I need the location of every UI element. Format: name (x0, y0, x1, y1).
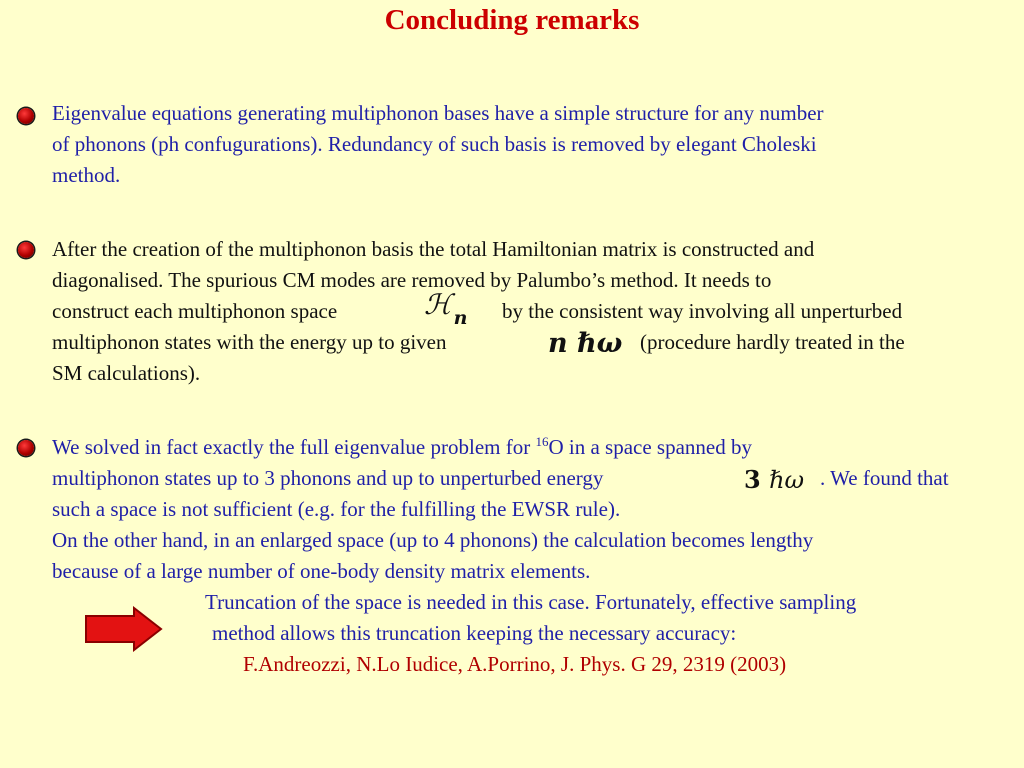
bullet1-line: method. (52, 163, 121, 187)
bullet1-line: Eigenvalue equations generating multiphonon bases have a simple structure for any number (52, 101, 824, 125)
bullet3-line: On the other hand, in an enlarged space (up to 4 phonons) the calculation becomes lengthy (52, 528, 814, 552)
bullet3-line: multiphonon states up to 3 phonons and up to unperturbed energy (52, 466, 604, 490)
bullet2-line: (procedure hardly treated in the (640, 330, 905, 354)
energy-n-hbar-omega: n ℏω (548, 328, 623, 359)
page-title: Concluding remarks (384, 4, 640, 36)
bullet3-line: such a space is not sufficient (e.g. for the fulfilling the EWSR rule). (52, 497, 621, 521)
bullet-marker-3 (18, 440, 34, 456)
hilbert-space-symbol: ℋ n (424, 288, 468, 329)
bullet-marker-1 (18, 108, 34, 124)
bullet2-line: by the consistent way involving all unperturbed (502, 299, 903, 323)
bullet-marker-2 (18, 242, 34, 258)
bullet2-line: SM calculations). (52, 361, 201, 385)
arrow-right-icon (84, 606, 164, 652)
bullet2-line: diagonalised. The spurious CM modes are removed by Palumbo’s method. It needs to (52, 268, 772, 292)
conclusion-line: method allows this truncation keeping the necessary accuracy: (212, 621, 737, 645)
bullet2-line: multiphonon states with the energy up to given (52, 330, 447, 354)
bullet3-line: because of a large number of one-body density matrix elements. (52, 559, 591, 583)
bullet3-line: We solved in fact exactly the full eigenvalue problem for $^{16}$O in a space spanned by (52, 434, 752, 459)
bullet1-line: of phonons (ph confugurations). Redundancy of such basis is removed by elegant Choleski (52, 132, 817, 156)
conclusion-line: Truncation of the space is needed in this case. Fortunately, effective sampling (205, 590, 857, 614)
bullet3-line: . We found that (820, 466, 949, 490)
bullet2-line: After the creation of the multiphonon basis the total Hamiltonian matrix is constructed and (52, 237, 815, 261)
reference-citation: F.Andreozzi, N.Lo Iudice, A.Porrino, J. Phys. G 29, 2319 (2003) (243, 652, 787, 676)
bullet2-line: construct each multiphonon space (52, 299, 338, 323)
energy-3-hbar-omega: 3 ℏω (744, 465, 805, 494)
